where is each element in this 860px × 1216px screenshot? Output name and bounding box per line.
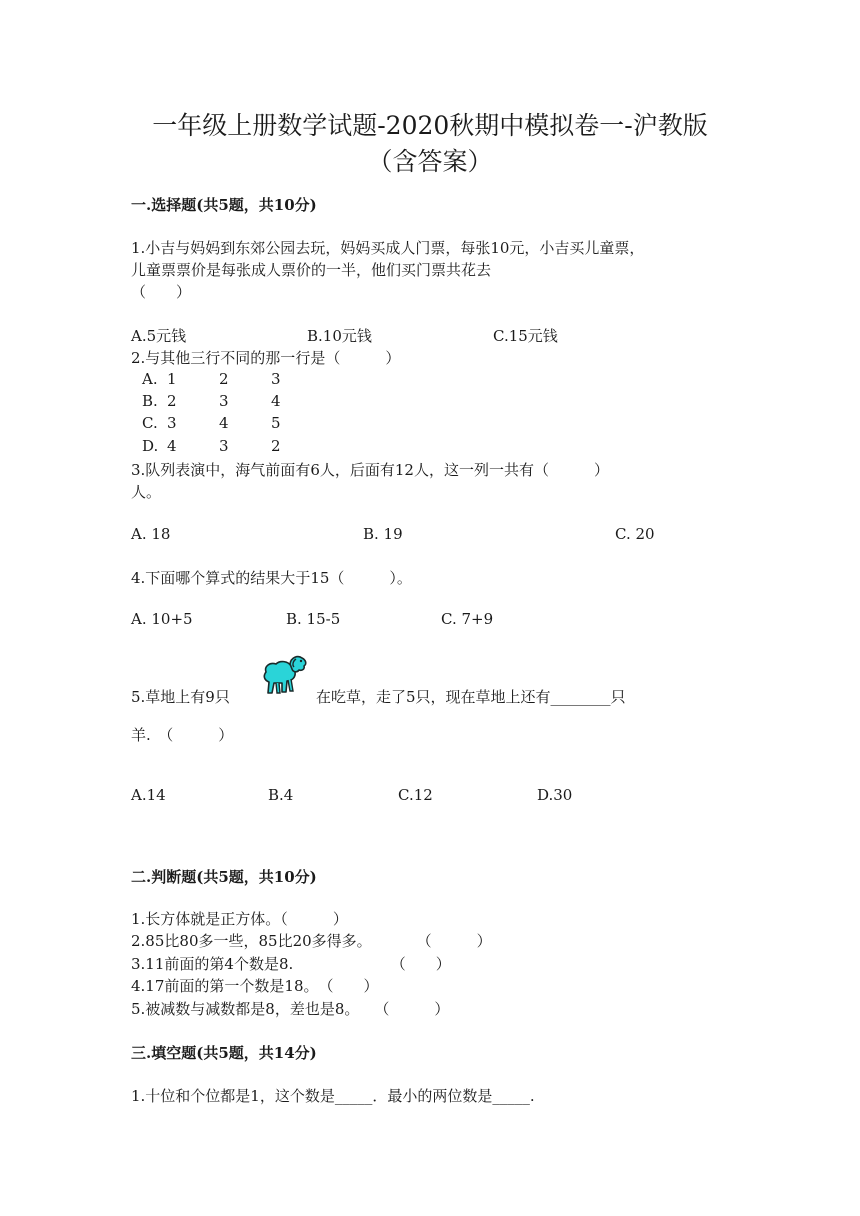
q4-option-b: B. 15-5: [286, 610, 341, 628]
q2-cell: 2: [219, 370, 229, 388]
q2-cell: 3: [167, 414, 177, 432]
q4-option-c: C. 7+9: [441, 610, 494, 628]
page-subtitle: （含答案）: [367, 147, 493, 176]
page-title: 一年级上册数学试题-2020秋期中模拟卷一-沪教版: [152, 111, 708, 140]
q2-stem: 2.与其他三行不同的那一行是（ ）: [131, 349, 401, 367]
q2-cell: 5: [271, 414, 281, 432]
q2-cell: 2: [271, 437, 281, 455]
q2-row-label: D.: [142, 437, 159, 455]
q1-stem-line2: 儿童票票价是每张成人票价的一半，他们买门票共花去: [131, 261, 492, 279]
judgement-item: 2.85比80多一些，85比20多得多。 （ ）: [131, 932, 492, 950]
q2-row-label: C.: [142, 414, 158, 432]
section-heading-judgement: 二.判断题(共5题，共10分): [131, 868, 317, 886]
q3-option-a: A. 18: [131, 525, 171, 543]
q1-option-b: B.10元钱: [307, 327, 372, 345]
q5-option-c: C.12: [398, 786, 433, 804]
q2-row-label: A.: [142, 370, 158, 388]
q3-stem-line1: 3.队列表演中，海气前面有6人，后面有12人，这一列一共有（ ）: [131, 461, 609, 479]
q2-cell: 2: [167, 392, 177, 410]
q3-option-b: B. 19: [363, 525, 403, 543]
q3-option-c: C. 20: [615, 525, 655, 543]
fill-blank-q1: 1.十位和个位都是1，这个数是_____．最小的两位数是_____.: [131, 1087, 535, 1105]
q5-stem-part1: 5.草地上有9只: [131, 688, 230, 706]
q4-option-a: A. 10+5: [131, 610, 193, 628]
section-heading-fill-blank: 三.填空题(共5题，共14分): [131, 1044, 317, 1062]
q5-stem-line2: 羊. （ ）: [131, 726, 234, 744]
judgement-item: 5.被减数与减数都是8，差也是8。 （ ）: [131, 1000, 450, 1018]
q2-row-label: B.: [142, 392, 158, 410]
q1-option-c: C.15元钱: [493, 327, 558, 345]
q5-option-d: D.30: [537, 786, 573, 804]
q2-cell: 3: [271, 370, 281, 388]
q5-option-a: A.14: [131, 786, 166, 804]
q2-cell: 4: [167, 437, 177, 455]
q5-stem-part2: 在吃草，走了5只，现在草地上还有________只: [316, 688, 626, 706]
q2-cell: 4: [219, 414, 229, 432]
judgement-item: 4.17前面的第一个数是18。 （ ）: [131, 977, 379, 995]
q2-cell: 3: [219, 392, 229, 410]
q3-stem-line2: 人。: [131, 483, 162, 501]
sheep-icon: [258, 652, 308, 700]
judgement-item: 1.长方体就是正方体。（ ）: [131, 910, 348, 928]
section-heading-choice: 一.选择题(共5题，共10分): [131, 196, 317, 214]
q2-cell: 1: [167, 370, 177, 388]
q1-stem-line1: 1.小吉与妈妈到东郊公园去玩，妈妈买成人门票，每张10元，小吉买儿童票，: [131, 239, 645, 257]
q2-cell: 4: [271, 392, 281, 410]
q1-answer-blank: （ ）: [131, 283, 192, 301]
q5-option-b: B.4: [268, 786, 294, 804]
q4-stem: 4.下面哪个算式的结果大于15（ ）。: [131, 569, 412, 587]
judgement-item: 3.11前面的第4个数是8. （ ）: [131, 955, 451, 973]
q1-option-a: A.5元钱: [131, 327, 187, 345]
q2-cell: 3: [219, 437, 229, 455]
